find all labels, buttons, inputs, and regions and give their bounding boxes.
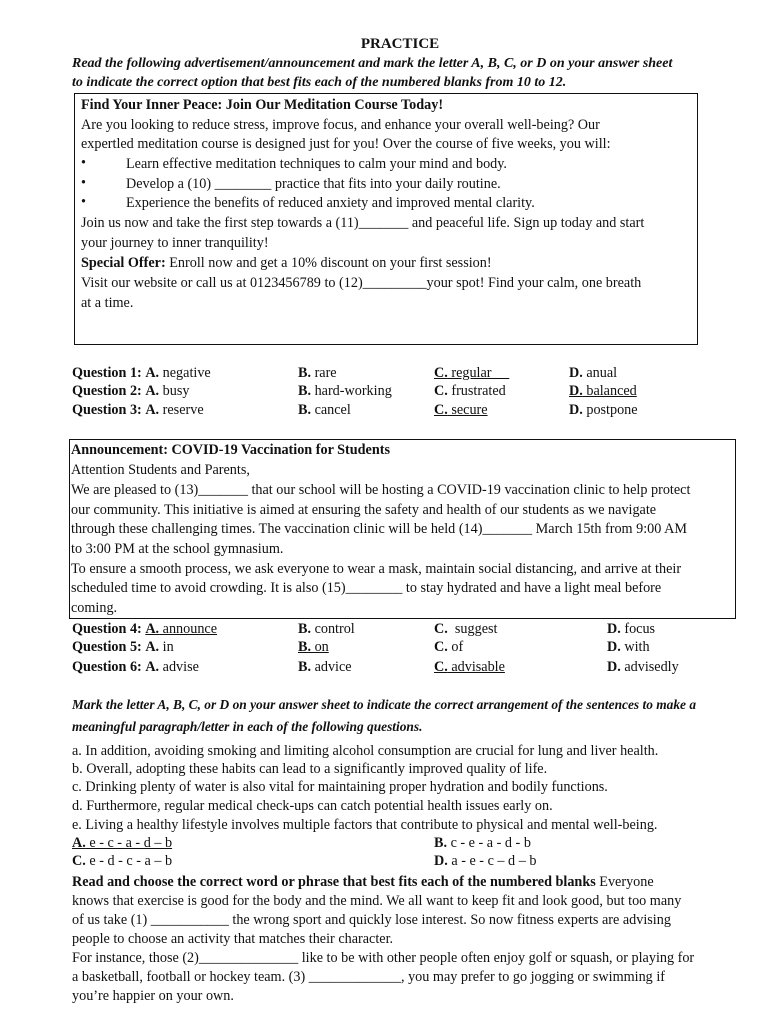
bullet-item: Learn effective meditation techniques to calm your mind and body.	[126, 156, 507, 172]
ad-text-line: Visit our website or call us at 0123456789 to (12)_________your spot! Find your calm, one breath	[81, 275, 642, 291]
sentence-item: a. In addition, avoiding smoking and limiting alcohol consumption are crucial for lung and liver health.	[72, 743, 659, 759]
announcement-line: our community. This initiative is aimed at ensuring the safety and health of our students as we navigate	[71, 502, 657, 518]
sentence-item: c. Drinking plenty of water is also vital for maintaining proper hydration and bodily functions.	[72, 779, 608, 795]
option-b: B. rare	[298, 365, 337, 381]
reading-text-line: you’re happier on your own.	[72, 988, 234, 1004]
ad-text-line: Are you looking to reduce stress, improve focus, and enhance your overall well-being? Our	[81, 117, 600, 133]
announcement-line: To ensure a smooth process, we ask everyone to wear a mask, maintain social distancing, and arrive at their	[71, 561, 682, 577]
option-c: C. of	[434, 639, 464, 655]
option-d: D. anual	[569, 365, 618, 381]
advertisement-title: Find Your Inner Peace: Join Our Meditation Course Today!	[81, 97, 444, 113]
sentence-item: d. Furthermore, regular medical check-ups can catch potential health issues early on.	[72, 798, 553, 814]
option-b: B. c - e - a - d - b	[434, 835, 531, 851]
instruction-line-2: meaningful paragraph/letter in each of the following questions.	[72, 719, 423, 734]
instruction-line-2: to indicate the correct option that best fits each of the numbered blanks from 10 to 12.	[72, 75, 567, 90]
option-d: D. advisedly	[607, 659, 679, 675]
ad-text-line: expertled meditation course is designed just for you! Over the course of five weeks, you will:	[81, 136, 611, 152]
advertisement-box	[74, 93, 698, 345]
instruction-line-1: Read the following advertisement/announcement and mark the letter A, B, C, or D on your answer sheet	[72, 56, 673, 71]
reading-text-line: people to choose an activity that matches their character.	[72, 931, 394, 947]
question-label: Question 5: A. in	[72, 639, 174, 655]
bullet-point: •	[81, 155, 86, 171]
ad-text-line: your journey to inner tranquility!	[81, 235, 269, 251]
announcement-title: Announcement: COVID-19 Vaccination for Students	[71, 442, 390, 458]
option-d: D. with	[607, 639, 650, 655]
ad-text-line: Join us now and take the first step towards a (11)_______ and peaceful life. Sign up today and start	[81, 215, 645, 231]
option-c: C. frustrated	[434, 383, 506, 399]
option-d: D. postpone	[569, 402, 638, 418]
bullet-point: •	[81, 175, 86, 191]
reading-instruction-line: Read and choose the correct word or phrase that best fits each of the numbered blanks Everyone	[72, 874, 654, 890]
option-d-correct: D. balanced	[569, 383, 637, 399]
sentence-item: b. Overall, adopting these habits can lead to a significantly improved quality of life.	[72, 761, 548, 777]
option-c: C. e - d - c - a – b	[72, 853, 173, 869]
bullet-point: •	[81, 194, 86, 210]
announcement-line: through these challenging times. The vaccination clinic will be held (14)_______ March 15th from 9:00 AM	[71, 521, 687, 537]
sentence-item: e. Living a healthy lifestyle involves multiple factors that contribute to physical and mental well-being.	[72, 817, 658, 833]
option-c-correct: C. regular	[434, 365, 492, 381]
announcement-line: to 3:00 PM at the school gymnasium.	[71, 541, 284, 557]
option-a-correct: A. e - c - a - d – b	[72, 835, 173, 851]
announcement-line: Attention Students and Parents,	[71, 462, 250, 478]
special-offer-line	[81, 254, 492, 273]
bullet-item: Develop a (10) ________ practice that fits into your daily routine.	[126, 176, 501, 192]
special-offer-text: Enroll now and get a 10% discount on your first session!	[165, 255, 492, 271]
bullet-item: Experience the benefits of reduced anxiety and improved mental clarity.	[126, 195, 535, 211]
option-c-correct: C. advisable	[434, 659, 505, 675]
question-label: Question 3: A. reserve	[72, 402, 204, 418]
option-b: B. advice	[298, 659, 352, 675]
announcement-box	[69, 439, 736, 619]
page-title: PRACTICE	[360, 36, 440, 52]
special-offer-label: Special Offer:	[81, 255, 166, 271]
reading-text-line: a basketball, football or hockey team. (3) _____________, you may prefer to go jogging or swimming if	[72, 969, 665, 985]
question-label: Question 4: A. announce	[72, 621, 218, 637]
question-label: Question 2: A. busy	[72, 383, 190, 399]
option-b: B. cancel	[298, 402, 351, 418]
option-d: D. focus	[607, 621, 656, 637]
reading-text-line: For instance, those (2)______________ like to be with other people often enjoy golf or squash, or playing for	[72, 950, 695, 966]
option-b: B. control	[298, 621, 355, 637]
reading-text-line: knows that exercise is good for the body and the mind. We all want to keep fit and look good, but too many	[72, 893, 682, 909]
reading-text-line: of us take (1) ___________ the wrong sport and quickly lose interest. So now fitness experts are advising	[72, 912, 671, 928]
ad-text-line: at a time.	[81, 295, 134, 311]
announcement-line: We are pleased to (13)_______ that our school will be hosting a COVID-19 vaccination clinic to help protect	[71, 482, 691, 498]
announcement-line: coming.	[71, 600, 118, 616]
announcement-line: scheduled time to avoid crowding. It is also (15)________ to stay hydrated and have a light meal before	[71, 580, 662, 596]
option-d: D. a - e - c – d – b	[434, 853, 537, 869]
question-label: Question 6: A. advise	[72, 659, 199, 675]
question-label: Question 1: A. negative	[72, 365, 211, 381]
option-c: C. suggest	[434, 621, 498, 637]
option-b: B. hard-working	[298, 383, 392, 399]
option-b-correct: B. on	[298, 639, 329, 655]
instruction-line-1: Mark the letter A, B, C, or D on your answer sheet to indicate the correct arrangement of the sentences to make a	[72, 697, 697, 712]
option-c-correct: C. secure	[434, 402, 488, 418]
